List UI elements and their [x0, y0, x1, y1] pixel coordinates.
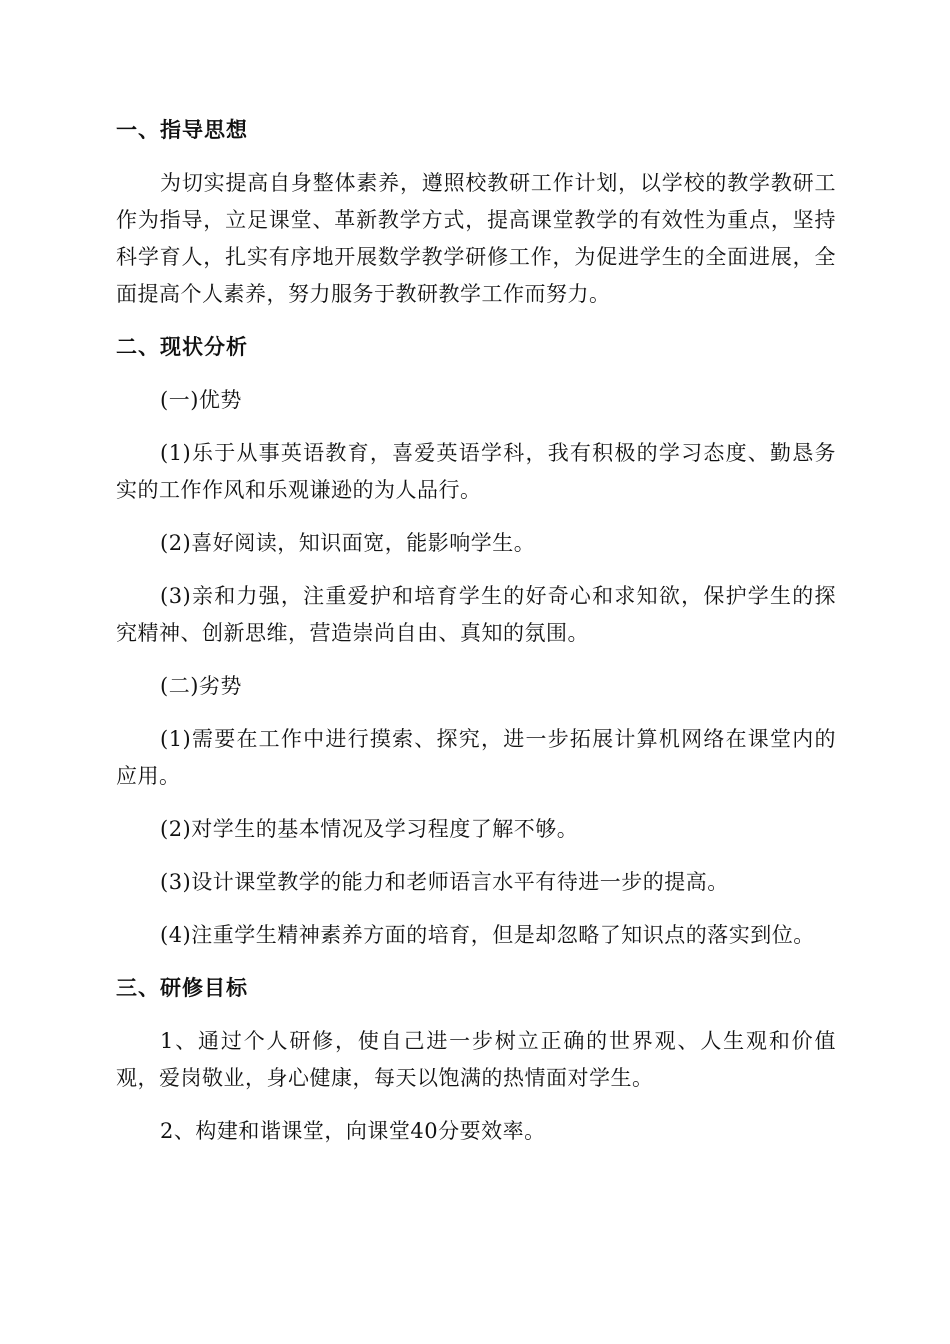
advantage-item-1: (1)乐于从事英语教育，喜爱英语学科，我有积极的学习态度、勤恳务实的工作作风和乐观谦逊的为人品行。: [116, 441, 836, 502]
advantages-subheading: (一)优势: [160, 388, 242, 412]
advantage-item-2: (2)喜好阅读，知识面宽，能影响学生。: [160, 531, 536, 555]
disadvantage-item-2: (2)对学生的基本情况及学习程度了解不够。: [160, 817, 579, 841]
section-heading-guiding-ideology: 一、指导思想: [116, 118, 248, 142]
disadvantage-item-4: (4)注重学生精神素养方面的培育，但是却忽略了知识点的落实到位。: [160, 923, 815, 947]
disadvantage-item-1: (1)需要在工作中进行摸索、探究，进一步拓展计算机网络在课堂内的应用。: [116, 727, 836, 788]
advantage-item-3: (3)亲和力强，注重爱护和培育学生的好奇心和求知欲，保护学生的探究精神、创新思维，营造崇尚自由、真知的氛围。: [116, 584, 836, 645]
disadvantages-subheading: (二)劣势: [160, 674, 242, 698]
section-heading-status-analysis: 二、现状分析: [116, 335, 248, 359]
section-heading-study-goals: 三、研修目标: [116, 976, 248, 1000]
guiding-ideology-paragraph: 为切实提高自身整体素养，遵照校教研工作计划，以学校的教学教研工作为指导，立足课堂、革新教学方式，提高课堂教学的有效性为重点，坚持科学育人，扎实有序地开展数学教学研修工作，为促进学生的全面进展，全面提高个人素养，努力服务于教研教学工作而努力。: [116, 171, 836, 306]
study-goal-item-1: 1、通过个人研修，使自己进一步树立正确的世界观、人生观和价值观，爱岗敬业，身心健康，每天以饱满的热情面对学生。: [116, 1029, 836, 1090]
study-goal-item-2: 2、构建和谐课堂，向课堂40分要效率。: [160, 1119, 546, 1143]
disadvantage-item-3: (3)设计课堂教学的能力和老师语言水平有待进一步的提高。: [160, 870, 729, 894]
document-body: [116, 112, 836, 1150]
